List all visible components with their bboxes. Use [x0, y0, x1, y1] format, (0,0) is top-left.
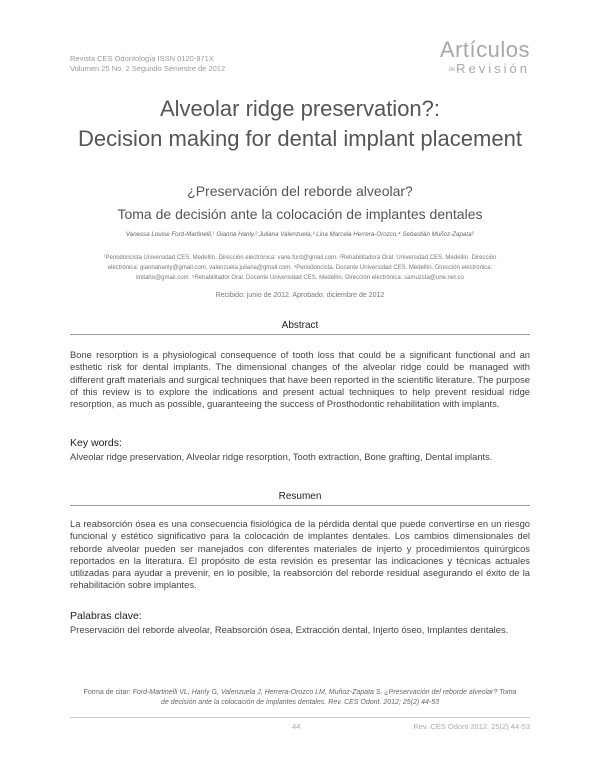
journal-info	[70, 54, 225, 74]
citation-line1	[70, 688, 530, 698]
citation	[70, 688, 530, 708]
keywords-text: Alveolar ridge preservation, Alveolar ridge resorption, Tooth extraction, Bone grafting, Dental implants.	[70, 451, 493, 462]
resumen-divider	[70, 505, 530, 506]
article-title	[0, 94, 600, 154]
section-tag-sub	[440, 62, 530, 77]
footer-divider	[70, 717, 530, 718]
palabras-clave-heading: Palabras clave:	[70, 610, 142, 622]
section-tag-main: Artículos	[439, 37, 530, 62]
abstract-divider	[70, 334, 530, 335]
journal-volume: Volumen 25 No. 2 Segundo Semestre de 2012	[70, 64, 226, 73]
article-subtitle-line1: ¿Preservación del reborde alveolar?	[187, 183, 413, 199]
abstract-text: Bone resorption is a physiological consequence of tooth loss that could be a significant functional and an esthetic risk for dental implants. The dimensional changes of the alveolar ridge could be managed with different graft materials and surgical techniques that have been reported in the scientific literature. The purpose of this review is to explore the indications and present actual techniques to help prevent residual ridge resorption, as much as possible, guaranteeing the success of Prosthodontic rehabilitation with implants.	[70, 349, 530, 410]
palabras-clave-text: Preservación del reborde alveolar, Reabsorción ósea, Extracción dental, Injerto óseo, Implantes dentales.	[70, 624, 509, 635]
abstract-heading: Abstract	[281, 320, 319, 331]
affiliation-line: electrónica: giannahanly@gmail.com, valenzuela.juliana@gmail.com. ⁴Periodoncista. Docente Universidad CES. Medellín. Dirección electrónica:	[107, 265, 493, 271]
citation-text-2: de decisión ante la colocación de implantes dentales. Rev. CES Odont. 2012; 25(2) 44-53	[160, 699, 440, 706]
article-subtitle-line2: Toma de decisión ante la colocación de implantes dentales	[117, 206, 483, 222]
page-number: 44	[292, 722, 301, 731]
section-tag-de: de	[448, 66, 456, 73]
resumen-text: La reabsorción ósea es una consecuencia fisiológica de la pérdida dental que puede convertirse en un riesgo funcional y estético significativo para la colocación de implantes dentales. Los cambios dimensionales del reborde alveolar pueden ser manejados con diferentes materiales de injerto y procedimientos quirúrgicos reportados en la literatura. El propósito de esta revisión es presentar las indicaciones y técnicas actuales utilizadas para ayudar a prevenir, en lo posible, la reabsorción del reborde residual asegurando el éxito de la rehabilitación sobre implantes.	[70, 518, 530, 591]
resumen-heading: Resumen	[278, 491, 322, 502]
affiliations	[70, 253, 530, 283]
author-list: Vanessa Louise Ford-Martinelli,¹ Gianna Hanly,² Juliana Valenzuela,³ Lina Marcela Herrera-Orozco,⁴ Sebastián Muñoz-Zapata⁵	[125, 231, 475, 238]
article-title-line2: Decision making for dental implant placement	[78, 126, 522, 151]
keywords-heading: Key words:	[70, 437, 122, 449]
affiliation-line: ¹Periodoncista Universidad CES. Medellín. Dirección electrónica: vane.ford@gmail.com. ²Rehabilitadora Oral. Universidad CES. Medellín. Dirección	[103, 255, 497, 261]
article-subtitle	[0, 180, 600, 226]
section-tag	[440, 38, 530, 77]
footer-reference: Rev. CES Odont 2012; 25(2) 44-53	[413, 722, 530, 731]
citation-label: Forma de citar:	[83, 689, 131, 696]
section-tag-revision: Revisión	[456, 61, 530, 76]
received-dates: Recibido: junio de 2012. Aprobado: diciembre de 2012	[215, 292, 385, 299]
citation-text-1: Ford-Martinelli VL, Hanly G, Valenzuela J, Herrera-Orozco LM, Muñoz-Zapata S. ¿Preservación del reborde alveolar? Toma	[132, 689, 517, 696]
affiliation-line: linitaho@gmail.com. ⁵Rehabilitador Oral. Docente Universidad CES. Medellín. Dirección electrónica: samuzsta@une.net.co	[136, 275, 464, 281]
article-title-line1: Alveolar ridge preservation?:	[159, 96, 441, 121]
journal-issn: Revista CES Odontología ISSN 0120-971X	[70, 54, 214, 63]
